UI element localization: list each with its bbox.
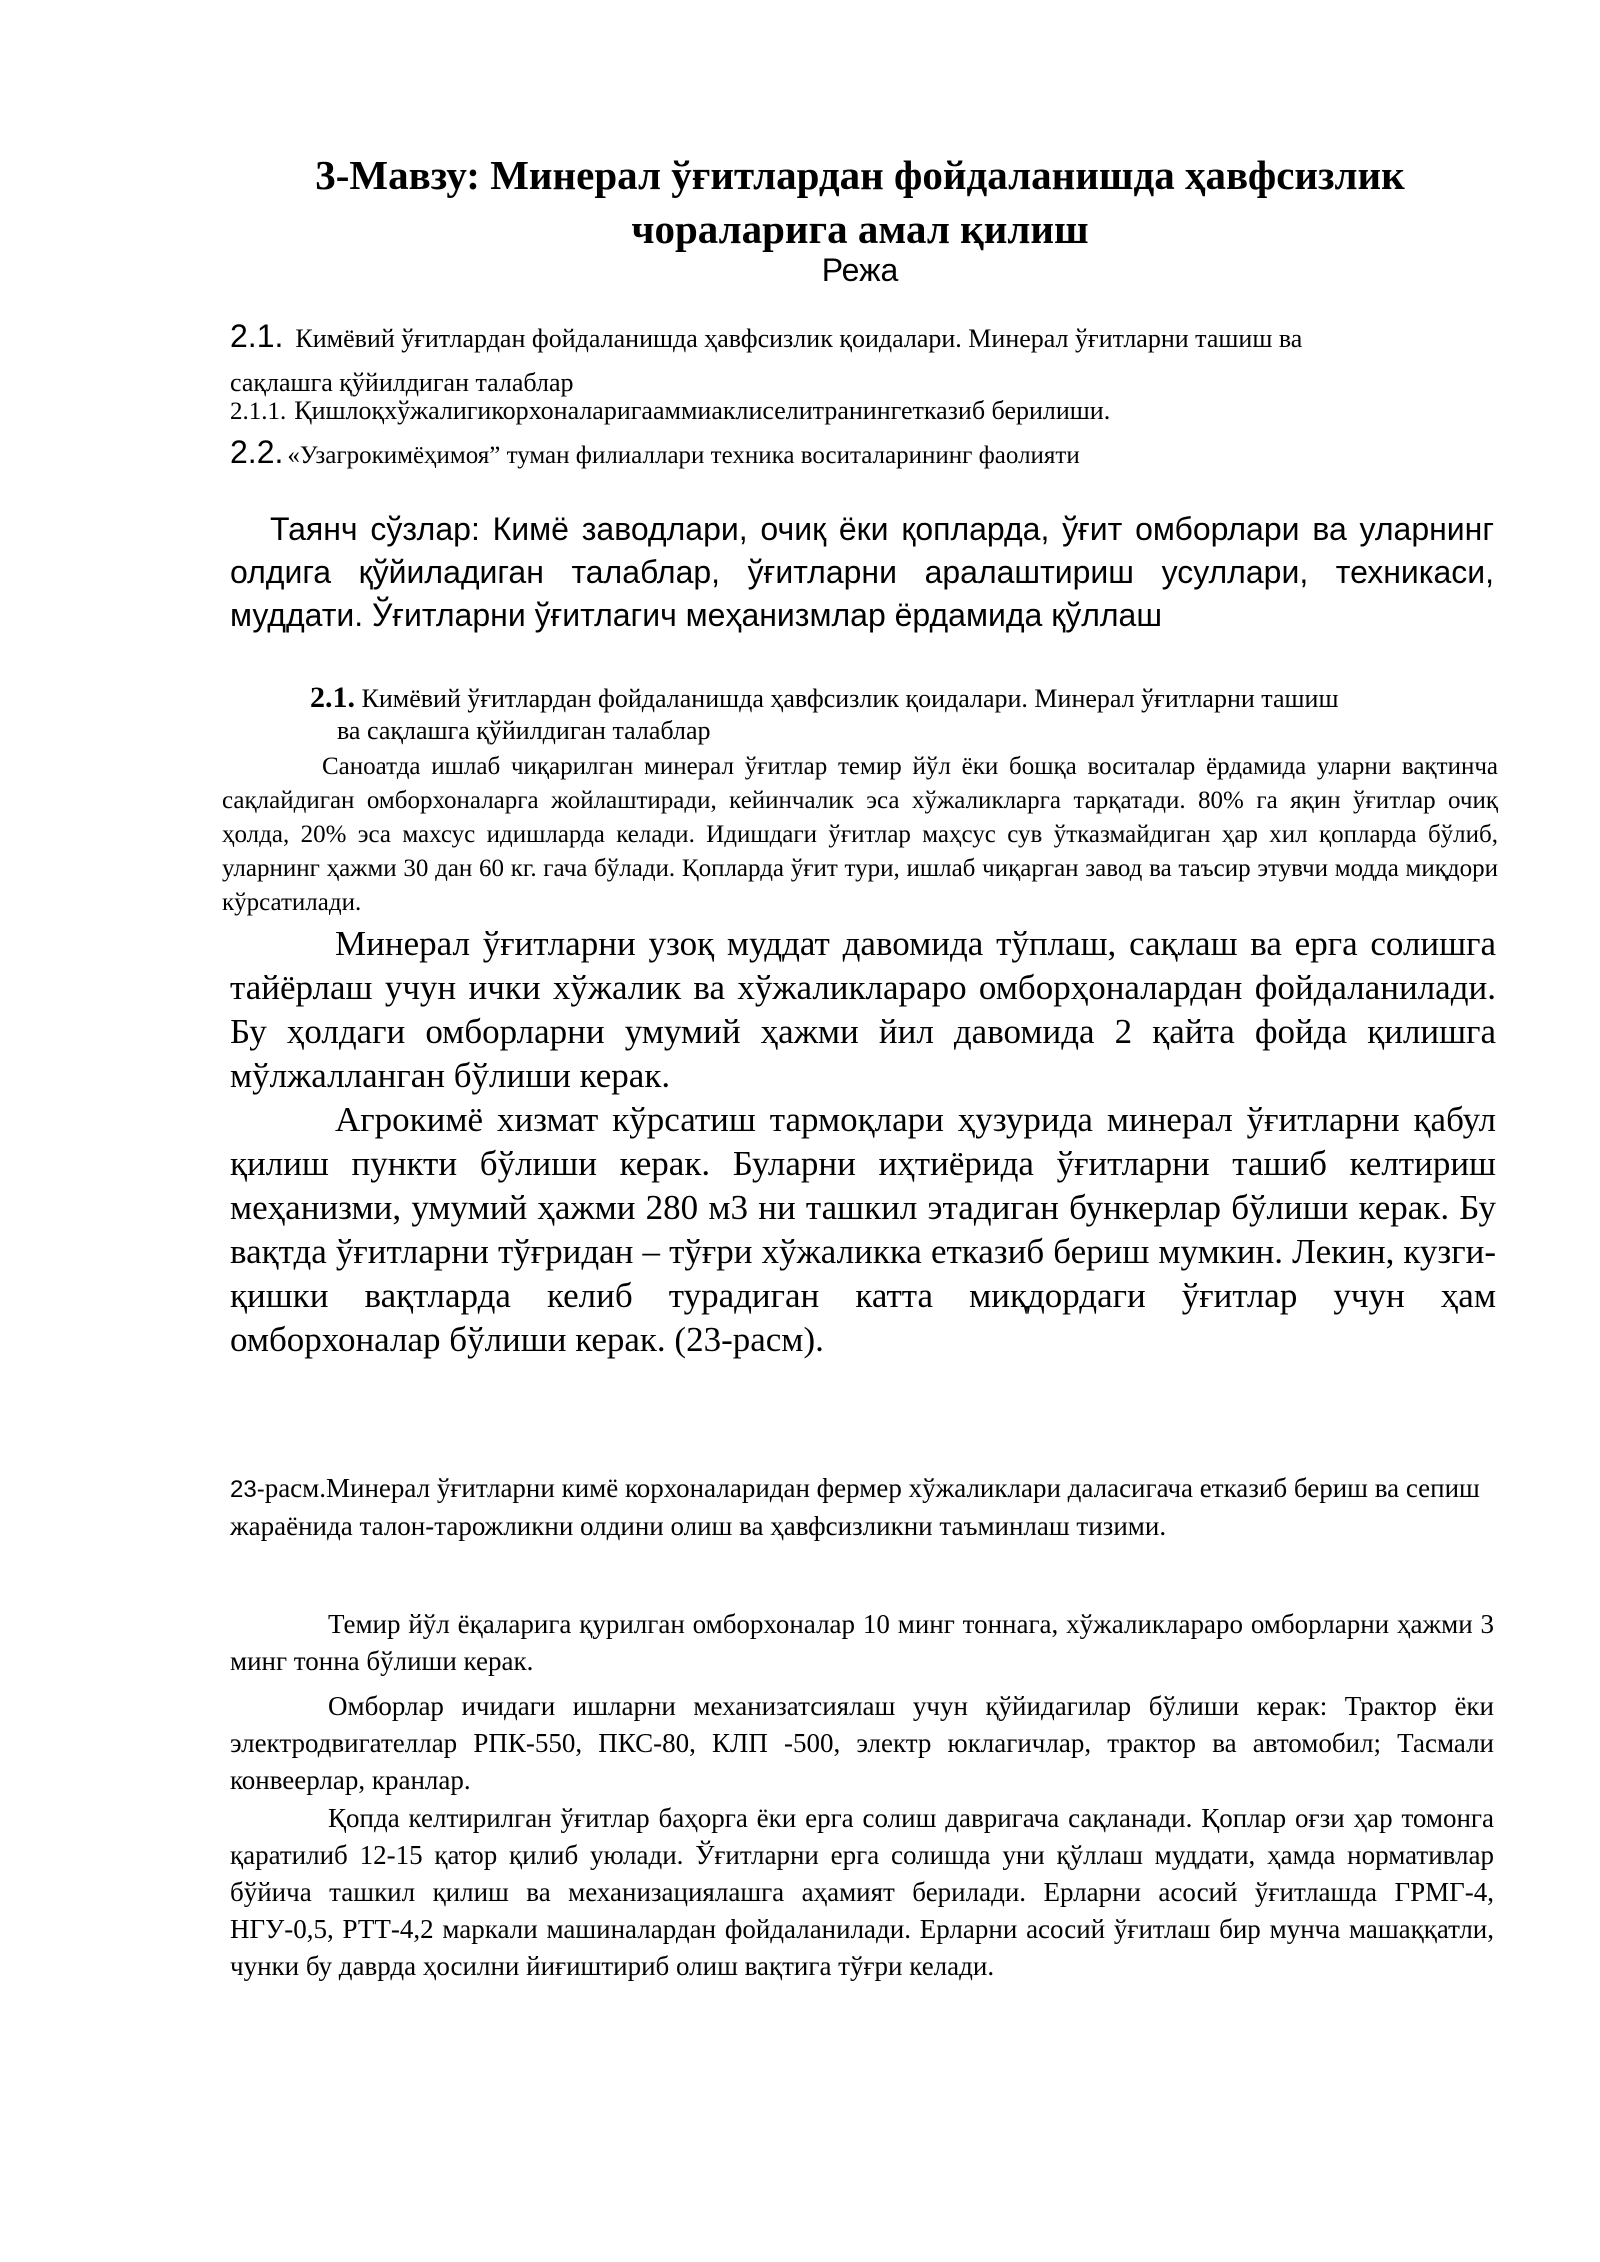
section-heading-text: Кимёвий ўғитлардан фойдаланишда ҳавфсизлик қоидалари. Минерал ўғитларни ташиш xyxy=(361,684,1339,713)
figure-caption-text: расм.Минерал ўғитларни кимё корхоналаридан фермер хўжаликлари даласигача етказиб бериш ва сепиш жараёнида талон-тарожликни олдини олиш ва ҳавфсизликни таъминлаш тизими. xyxy=(230,1473,1480,1541)
page-title xyxy=(230,148,1490,256)
body-paragraph-2: Минерал ўғитларни узоқ муддат давомида тўплаш, сақлаш ва ерга солишга тайёрлаш учун ички хўжалик ва хўжаликлараро омборҳоналардан фойдаланилади. Бу ҳолдаги омборларни умумий ҳажми йил давомида 2 қайта фойда қилишга мўлжалланган бўлиши керак. xyxy=(230,924,1496,1095)
keywords-paragraph: Таянч сўзлар: Кимё заводлари, очиқ ёки қопларда, ўғит омборлари ва уларнинг олдига қўйиладиган талаблар, ўғитларни аралаштириш усуллари, техникаси, муддати. Ўғитларни ўғитлагич меҳанизмлар ёрдамида қўллаш xyxy=(230,511,1494,633)
title-line-1: 3-Мавзу: Минерал ўғитлардан фойдаланишда ҳавфсизлик xyxy=(315,152,1405,198)
plan-item-number: 2.2. xyxy=(230,434,284,470)
plan-item-text: Кимёвий ўғитлардан фойдаланишда ҳавфсизлик қоидалари. Минерал ўғитларни ташиш ва xyxy=(295,324,1303,353)
body-paragraph-4: Темир йўл ёқаларига қурилган омборхоналар 10 минг тоннага, хўжаликлараро омборларни ҳажми 3 минг тонна бўлиши керак. xyxy=(230,1609,1494,1676)
section-heading xyxy=(310,682,1500,747)
body-paragraph-1: Саноатда ишлаб чиқарилган минерал ўғитлар темир йўл ёки бошқа воситалар ёрдамида уларни вақтинча сақлайдиган омборхоналарга жойлаштиради, кейинчалик эса хўжаликларга тарқатади. 80% га яқин ўғитлар очиқ ҳолда, 20% эса махсус идишларда келади. Идишдаги ўғитлар маҳсус сув ўтказмайдиган ҳар хил қопларда бўлиб, уларнинг ҳажми 30 дан 60 кг. гача бўлади. Қопларда ўғит тури, ишлаб чиқарган завод ва таъсир этувчи модда миқдори кўрсатилади. xyxy=(222,753,1498,916)
figure-caption xyxy=(230,1470,1500,1544)
plan-item-2-2 xyxy=(230,432,1500,479)
plan-item-text-cont: сақлашга қўйилдиган талаблар xyxy=(230,368,574,397)
section-heading-text-cont: ва сақлашга қўйилдиган талаблар xyxy=(337,716,711,745)
plan-item-number: 2.1. xyxy=(230,318,284,354)
plan-item-text: «Узагрокимёҳимоя” туман филиаллари техника воситаларининг фаолияти xyxy=(287,442,1080,469)
body-paragraph-5: Омборлар ичидаги ишларни механизатсиялаш учун қўйидагилар бўлиши керак: Трактор ёки электродвигателлар РПК-550, ПКС-80, КЛП -500, электр юклагичлар, трактор ва автомобил; Тасмали конвеерлар, кранлар. xyxy=(230,1691,1494,1795)
plan-item-number: 2.1.1. xyxy=(230,398,287,425)
title-line-2: чораларига амал қилиш xyxy=(631,206,1089,252)
figure-number: 23- xyxy=(230,1476,265,1503)
plan-item-2-1-1 xyxy=(230,393,1500,433)
body-paragraph-3: Агрокимё хизмат кўрсатиш тармоқлари ҳузурида минерал ўғитларни қабул қилиш пункти бўлиши керак. Буларни иҳтиёрида ўғитларни ташиб келтириш меҳанизми, умумий ҳажми 280 м3 ни ташкил этадиган бункерлар бўлиши керак. Бу вақтда ўғитларни тўғридан – тўғри хўжаликка етказиб бериш мумкин. Лекин, кузги-қишки вақтларда келиб турадиган катта миқдордаги ўғитлар учун ҳам омборхоналар бўлиши керак. (23-расм). xyxy=(230,1100,1496,1359)
plan-item-text: Қишлоқхўжалигикорхоналаригааммиаклиселитранингетказиб берилиши. xyxy=(294,396,1111,425)
body-paragraph-6: Қопда келтирилган ўғитлар баҳорга ёки ерга солиш давригача сақланади. Қоплар оғзи ҳар томонга қаратилиб 12-15 қатор қилиб уюлади. Ўғитларни ерга солишда уни қўллаш муддати, ҳамда нормативлар бўйича ташкил қилиш ва механизациялашга аҳамият берилади. Ерларни асосий ўғитлашда ГРМГ-4, НГУ-0,5, РТТ-4,2 маркали машиналардан фойдаланилади. Ерларни асосий ўғитлаш бир мунча машаққатли, чунки бу даврда ҳосилни йиғиштириб олиш вақтига тўғри келади. xyxy=(230,1803,1494,1981)
section-number: 2.1. xyxy=(310,681,355,714)
plan-label: Режа xyxy=(821,252,899,288)
